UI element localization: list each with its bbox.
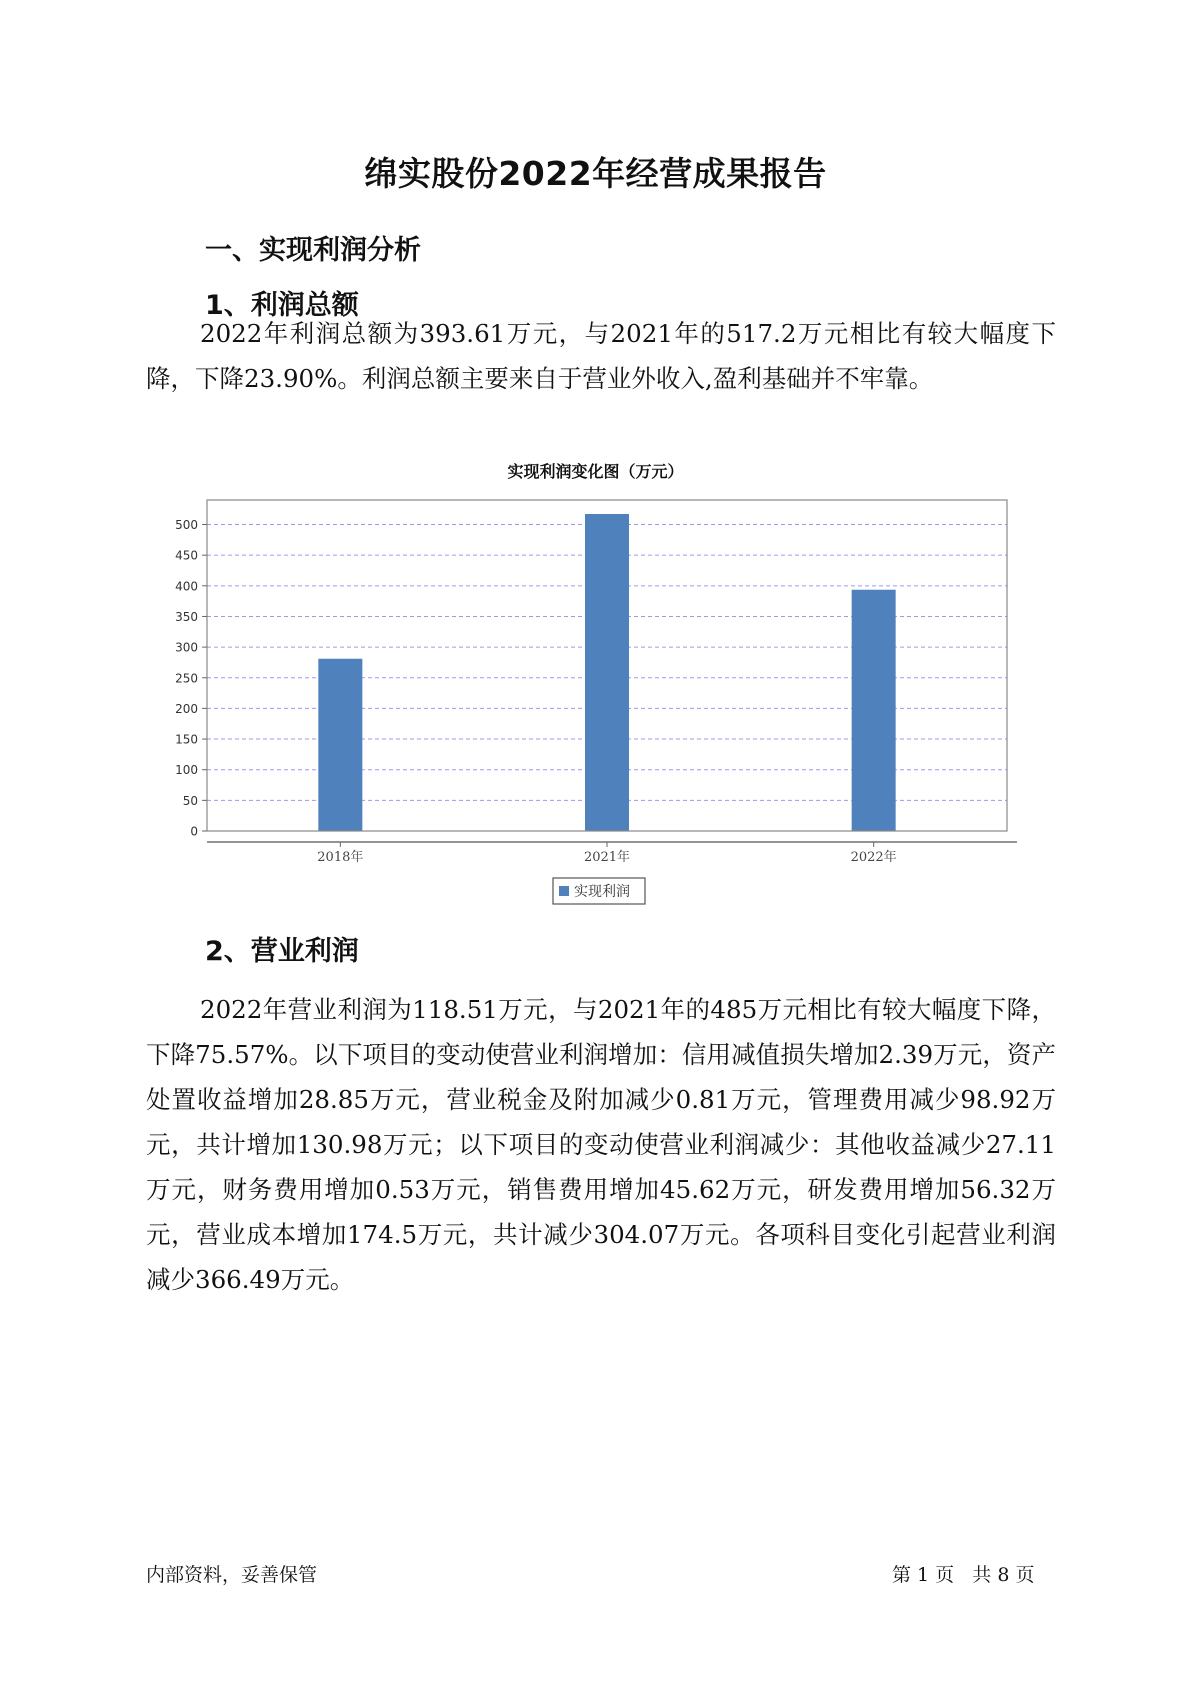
chart-title: 实现利润变化图（万元） xyxy=(507,462,684,481)
bar-2021年 xyxy=(585,514,629,831)
chart-bars xyxy=(318,514,895,831)
y-tick-label: 500 xyxy=(175,518,198,533)
x-tick-label: 2018年 xyxy=(317,850,364,865)
section-heading-profit-analysis: 一、实现利润分析 xyxy=(205,235,421,266)
footer-page-number: 第 1 页 共 8 页 xyxy=(892,1564,1035,1586)
bar-2022年 xyxy=(852,590,896,831)
x-axis-ticks xyxy=(317,842,896,865)
subsection-heading-operating-profit: 2、营业利润 xyxy=(205,936,359,967)
legend-label: 实现利润 xyxy=(574,884,630,900)
y-tick-label: 0 xyxy=(190,824,198,839)
document-title: 绵实股份2022年经营成果报告 xyxy=(364,154,827,193)
bar-2018年 xyxy=(318,659,362,831)
chart-legend xyxy=(553,878,645,904)
legend-swatch xyxy=(559,886,569,896)
y-tick-label: 250 xyxy=(175,671,198,686)
y-tick-label: 100 xyxy=(175,763,198,778)
y-tick-label: 400 xyxy=(175,579,198,594)
subsection-heading-total-profit: 1、利润总额 xyxy=(205,290,359,321)
x-tick-label: 2022年 xyxy=(850,850,897,865)
footer-confidential-note: 内部资料，妥善保管 xyxy=(146,1564,318,1586)
y-axis-ticks xyxy=(175,518,207,838)
y-tick-label: 200 xyxy=(175,701,198,716)
y-tick-label: 350 xyxy=(175,609,198,624)
total-profit-paragraph: 2022年利润总额为393.61万元，与2021年的517.2万元相比有较大幅度下降，下降23.90%。利润总额主要来自于营业外收入,盈利基础并不牢靠。 xyxy=(146,319,1056,393)
y-tick-label: 150 xyxy=(175,732,198,747)
y-tick-label: 300 xyxy=(175,640,198,655)
operating-profit-paragraph: 2022年营业利润为118.51万元，与2021年的485万元相比有较大幅度下降，下降75.57%。以下项目的变动使营业利润增加：信用减值损失增加2.39万元，资产处置收益增加28.85万元，营业税金及附加减少0.81万元，管理费用减少98.92万元，共计增加130.98万元；以下项目的变动使营业利润减少：其他收益减少27.11万元，财务费用增加0.53万元，销售费用增加45.62万元，研发费用增加56.32万元，营业成本增加174.5万元，共计减少304.07万元。各项科目变化引起营业利润减少366.49万元。 xyxy=(146,995,1056,1294)
y-tick-label: 450 xyxy=(175,548,198,563)
y-tick-label: 50 xyxy=(182,793,198,808)
x-tick-label: 2021年 xyxy=(583,850,631,865)
